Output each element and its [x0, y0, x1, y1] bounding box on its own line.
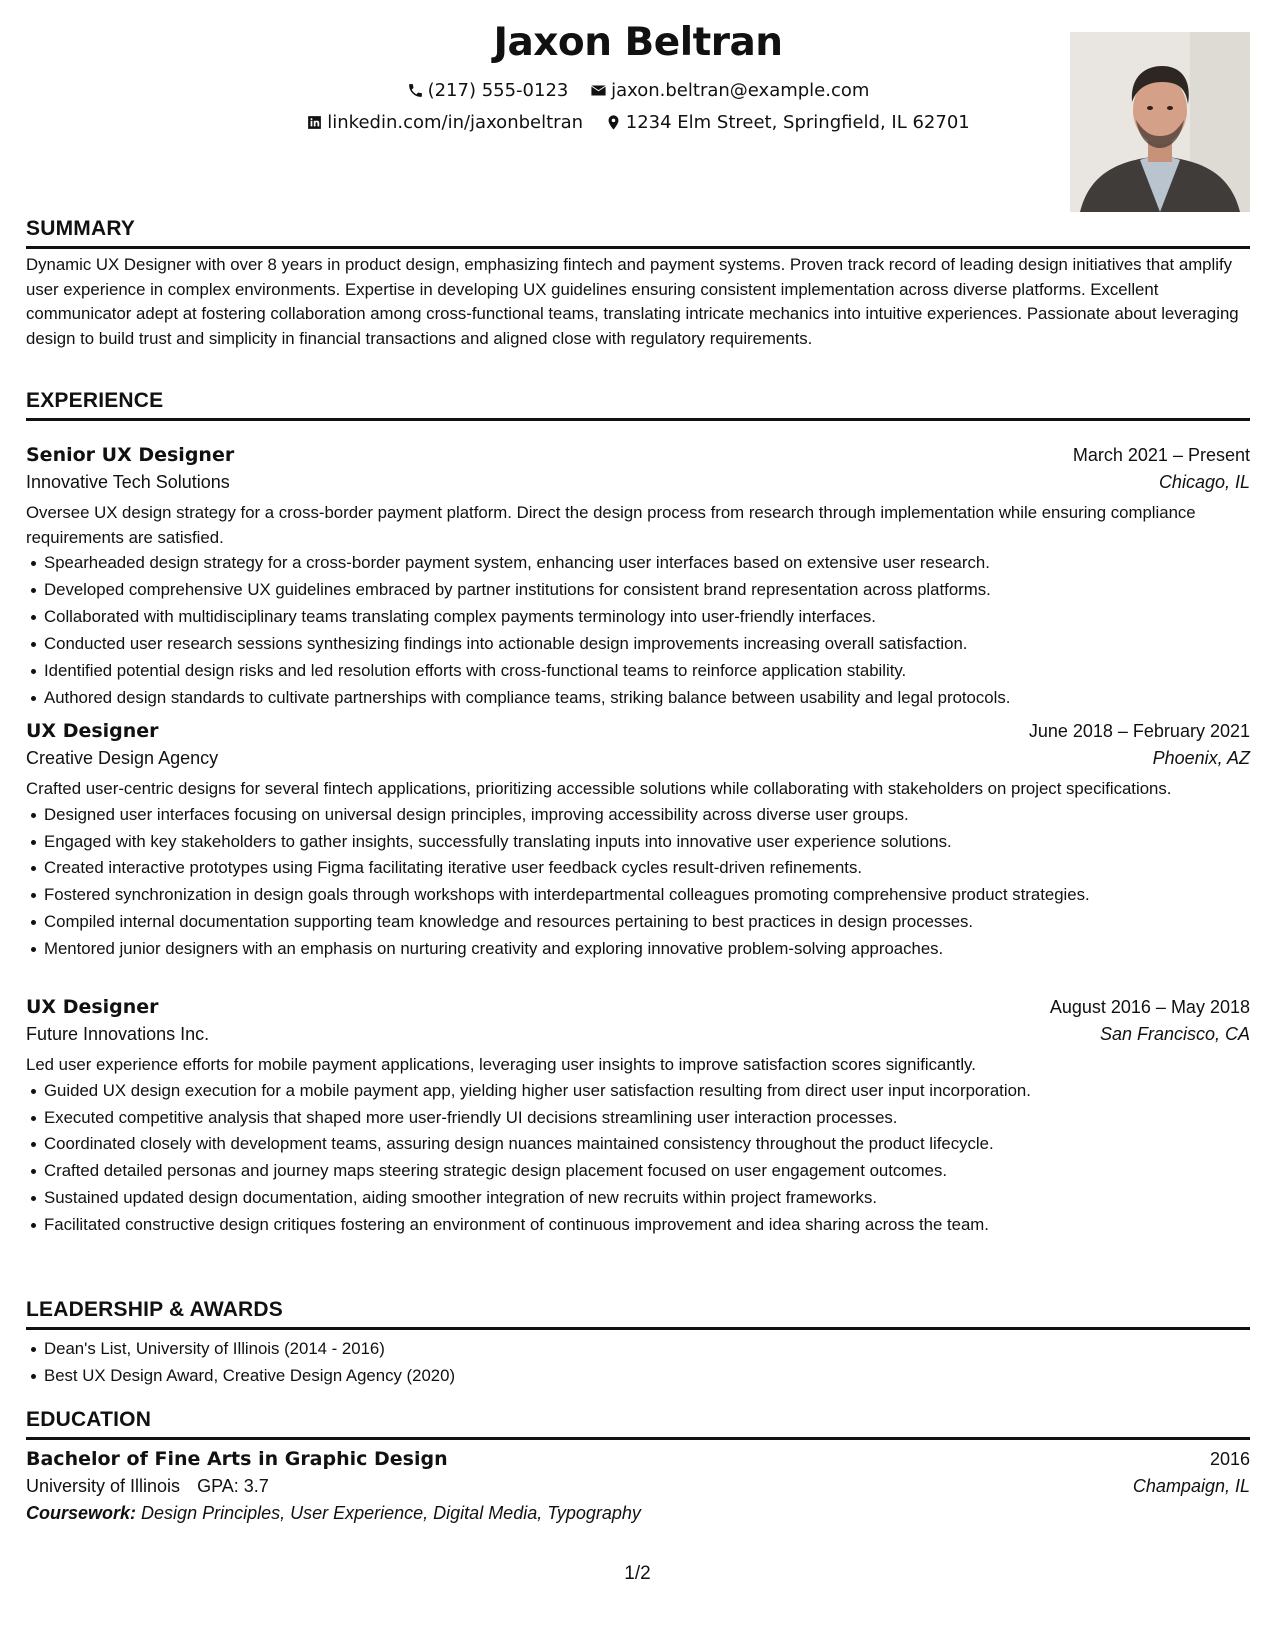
- contact-address: [605, 112, 970, 133]
- phone-text: (217) 555-0123: [427, 80, 569, 101]
- section-title-summary: SUMMARY: [26, 216, 1250, 249]
- list-item: Engaged with key stakeholders to gather insights, successfully translating inputs into innovative user experience solutions.: [44, 829, 1250, 856]
- list-item: Designed user interfaces focusing on universal design principles, improving accessibility across diverse user groups.: [44, 802, 1250, 829]
- education-section: [26, 1407, 1250, 1524]
- job-bullets: [26, 1078, 1250, 1239]
- job-header: [26, 444, 1250, 466]
- contact-line-secondary: [26, 112, 1250, 136]
- job-bullets: [26, 550, 1250, 711]
- summary-section: [26, 216, 1250, 351]
- job-subheader: [26, 472, 1250, 493]
- contact-linkedin[interactable]: [306, 112, 583, 133]
- job-description: Crafted user-centric designs for several fintech applications, prioritizing accessible solutions while collaborating with stakeholders on project specifications.: [26, 779, 1172, 798]
- job-dates: June 2018 – February 2021: [1028, 721, 1250, 741]
- job-dates: March 2021 – Present: [1072, 445, 1250, 465]
- coursework-line: [26, 1503, 1250, 1524]
- school-info: [26, 1476, 269, 1497]
- job-header: [26, 720, 1250, 742]
- job-description: Led user experience efforts for mobile payment applications, leveraging user insights to improve satisfaction scores significantly.: [26, 1055, 976, 1074]
- email-text[interactable]: jaxon.beltran@example.com: [611, 80, 870, 101]
- job-entry: [26, 720, 1250, 963]
- list-item: Facilitated constructive design critiques fostering an environment of continuous improvement and idea sharing across the team.: [44, 1212, 1250, 1239]
- list-item: Authored design standards to cultivate partnerships with compliance teams, striking balance between usability and legal protocols.: [44, 685, 1250, 712]
- job-location: Phoenix, AZ: [1152, 748, 1250, 768]
- graduation-year: 2016: [1209, 1449, 1250, 1469]
- experience-section: [26, 388, 1250, 421]
- job-description: Oversee UX design strategy for a cross-border payment platform. Direct the design process from research through implementation while ensuring compliance requirements are satisfied.: [26, 503, 1196, 547]
- resume-header: [26, 0, 1250, 206]
- candidate-name: Jaxon Beltran: [493, 20, 783, 65]
- job-location: Chicago, IL: [1158, 472, 1250, 492]
- contact-phone: [407, 80, 569, 101]
- list-item: Collaborated with multidisciplinary teams translating complex payments terminology into user-friendly interfaces.: [44, 604, 1250, 631]
- phone-icon: [407, 82, 424, 99]
- list-item: Coordinated closely with development teams, assuring design nuances maintained consistency throughout the product lifecycle.: [44, 1131, 1250, 1158]
- list-item: Guided UX design execution for a mobile payment app, yielding higher user satisfaction resulting from direct user input incorporation.: [44, 1078, 1250, 1105]
- list-item: Executed competitive analysis that shaped more user-friendly UI decisions streamlining user interaction processes.: [44, 1105, 1250, 1132]
- job-entry: [26, 996, 1250, 1239]
- school-location: Champaign, IL: [1132, 1476, 1250, 1496]
- degree-name: Bachelor of Fine Arts in Graphic Design: [26, 1448, 448, 1470]
- section-title-leadership: LEADERSHIP & AWARDS: [26, 1297, 1250, 1330]
- job-subheader: [26, 1024, 1250, 1045]
- page-number: 1/2: [624, 1563, 651, 1584]
- coursework-label: Coursework:: [26, 1503, 137, 1523]
- degree-header: [26, 1448, 1250, 1470]
- address-text: 1234 Elm Street, Springfield, IL 62701: [625, 112, 970, 133]
- profile-photo: [1070, 32, 1250, 212]
- job-company: Future Innovations Inc.: [26, 1024, 210, 1044]
- job-company: Creative Design Agency: [26, 748, 219, 768]
- resume-page: [26, 0, 1250, 1523]
- list-item: Mentored junior designers with an emphasis on nurturing creativity and exploring innovative problem-solving approaches.: [44, 936, 1250, 963]
- job-company: Innovative Tech Solutions: [26, 472, 230, 492]
- job-title: UX Designer: [26, 720, 159, 742]
- section-title-education: EDUCATION: [26, 1407, 1250, 1440]
- gpa: GPA: 3.7: [197, 1476, 269, 1496]
- section-title-experience: EXPERIENCE: [26, 388, 1250, 421]
- list-item: Created interactive prototypes using Figma facilitating iterative user feedback cycles result-driven refinements.: [44, 855, 1250, 882]
- list-item: Dean's List, University of Illinois (2014 - 2016): [44, 1336, 1250, 1363]
- job-entry: [26, 444, 1250, 712]
- envelope-icon: [590, 82, 607, 99]
- job-title: Senior UX Designer: [26, 444, 235, 466]
- list-item: Conducted user research sessions synthesizing findings into actionable design improvements increasing overall satisfaction.: [44, 631, 1250, 658]
- list-item: Compiled internal documentation supporting team knowledge and resources pertaining to best practices in design processes.: [44, 909, 1250, 936]
- map-pin-icon: [605, 114, 622, 131]
- coursework-list: Design Principles, User Experience, Digital Media, Typography: [141, 1503, 641, 1523]
- job-subheader: [26, 748, 1250, 769]
- list-item: Identified potential design risks and led resolution efforts with cross-functional teams to reinforce application stability.: [44, 658, 1250, 685]
- list-item: Sustained updated design documentation, aiding smoother integration of new recruits within project frameworks.: [44, 1185, 1250, 1212]
- job-dates: August 2016 – May 2018: [1049, 997, 1250, 1017]
- contact-line-primary: [26, 80, 1250, 104]
- job-header: [26, 996, 1250, 1018]
- contact-email[interactable]: [590, 80, 869, 101]
- job-bullets: [26, 802, 1250, 963]
- list-item: Spearheaded design strategy for a cross-border payment system, enhancing user interfaces based on extensive user research.: [44, 550, 1250, 577]
- school-name: University of Illinois: [26, 1476, 181, 1496]
- linkedin-icon: [306, 114, 323, 131]
- job-location: San Francisco, CA: [1099, 1024, 1250, 1044]
- list-item: Crafted detailed personas and journey maps steering strategic design placement focused on user engagement outcomes.: [44, 1158, 1250, 1185]
- summary-text: Dynamic UX Designer with over 8 years in product design, emphasizing fintech and payment systems. Proven track record of leading design initiatives that amplify user experience in complex environments. Expertise in developing UX guidelines ensuring consistent implementation across diverse platforms. Excellent communicator adept at fostering collaboration among cross-functional teams, translating intricate mechanics into intuitive experiences. Passionate about leveraging design to build trust and simplicity in financial transactions and aligned close with regulatory requirements.: [26, 255, 1239, 348]
- job-title: UX Designer: [26, 996, 159, 1018]
- list-item: Best UX Design Award, Creative Design Agency (2020): [44, 1363, 1250, 1390]
- list-item: Developed comprehensive UX guidelines embraced by partner institutions for consistent brand representation across platforms.: [44, 577, 1250, 604]
- school-line: [26, 1476, 1250, 1497]
- list-item: Fostered synchronization in design goals through workshops with interdepartmental colleagues promoting comprehensive product strategies.: [44, 882, 1250, 909]
- linkedin-text[interactable]: linkedin.com/in/jaxonbeltran: [327, 112, 584, 133]
- leadership-section: [26, 1297, 1250, 1390]
- awards-list: [26, 1336, 1250, 1390]
